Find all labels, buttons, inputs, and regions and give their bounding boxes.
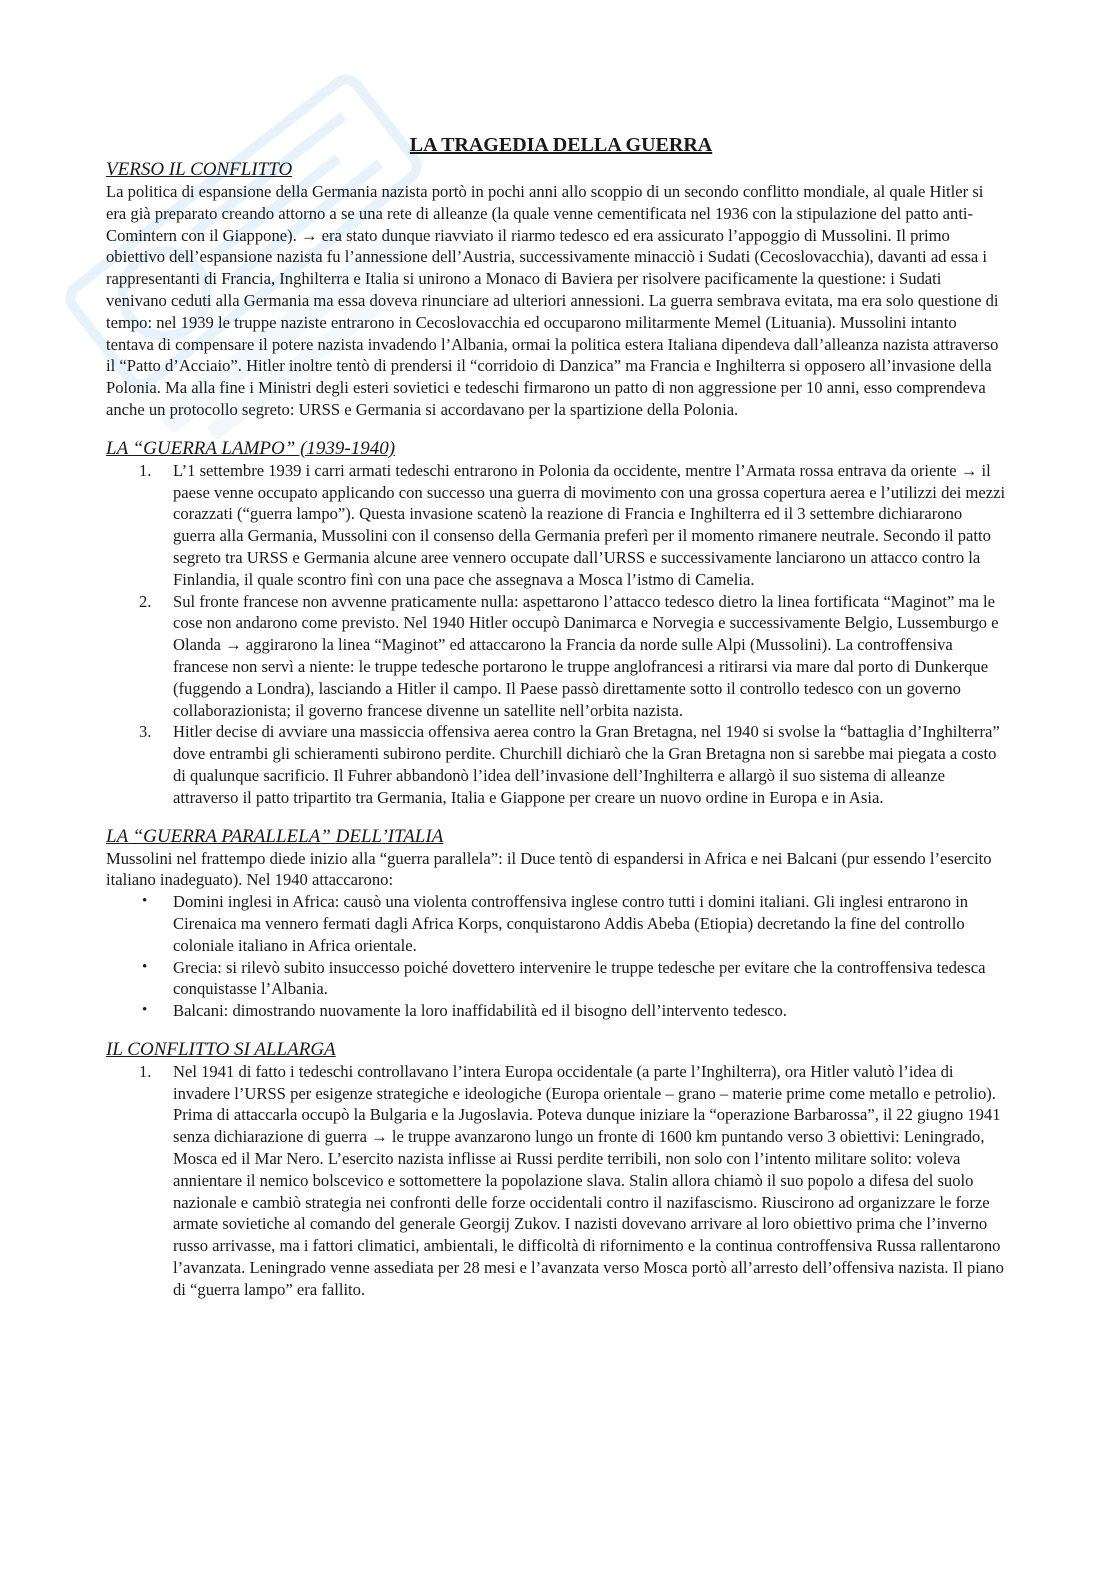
section-heading: VERSO IL CONFLITTO: [106, 159, 293, 180]
section-paragraph: La politica di espansione della Germania nazista portò in pochi anni allo scoppio di un secondo conflitto mondiale, al quale Hitler si era già preparato creando attorno a se una rete di alleanze (la quale venne cementificata nel 1936 con la stipulazione del patto anti-Comintern con il Giappone). → era stato dunque riavviato il riarmo tedesco ed era assicurato l’appoggio di Mussolini. Il primo obiettivo dell’espansione nazista fu l’annessione dell’Austria, successivamente minacciò i Sudati (Cecoslovacchia), davanti ad essa i rappresentanti di Francia, Inghilterra e Italia si unirono a Monaco di Baviera per risolvere pacificamente la questione: i Sudati venivano ceduti alla Germania ma essa doveva rinunciare ad ulteriori annessioni. La guerra sembrava evitata, ma era solo questione di tempo: nel 1939 le truppe naziste entrarono in Cecoslovacchia ed occuparono militarmente Memel (Lituania). Mussolini intanto tentava di compensare il potere nazista invadendo l’Albania, ormai la politica estera Italiana dipendeva dall’alleanza nazista attraverso il “Patto d’Acciaio”. Hitler inoltre tentò di prendersi il “corridoio di Danzica” ma Francia e Inghilterra si opposero all’invasione della Polonia. Ma alla fine i Ministri degli esteri sovietici e tedeschi firmarono un patto di non aggressione per 10 anni, esso comprendeva anche un protocollo segreto: URSS e Germania si accordavano per la spartizione della Polonia.: [106, 182, 999, 419]
numbered-list: [106, 1061, 1006, 1301]
list-item-text: Balcani: dimostrando nuovamente la loro inaffidabilità ed il bisogno dell’intervento tedesco.: [173, 1001, 787, 1021]
list-item-text: Hitler decise di avviare una massiccia offensiva aerea contro la Gran Bretagna, nel 1940 si svolse la “battaglia d’Inghilterra” dove entrambi gli schieramenti subirono perdite. Churchill dichiarò che la Gran Bretagna non si sarebbe mai piegata a costo di qualunque sacrificio. Il Fuhrer abbandonò l’idea dell’invasione dell’Inghilterra e allargò il suo sistema di alleanze attraverso il patto tripartito tra Germania, Italia e Giappone per creare un nuovo ordine in Europa e in Asia.: [173, 722, 1000, 807]
list-item-text: Sul fronte francese non avvenne praticamente nulla: aspettarono l’attacco tedesco dietro la linea fortificata “Maginot” ma le cose non andarono come previsto. Nel 1940 Hitler occupò Danimarca e Norvegia e successivamente Belgio, Lussemburgo e Olanda → aggirarono la linea “Maginot” ed attaccarono la Francia da norde sulle Alpi (Mussolini). La controffensiva francese non servì a niente: le truppe tedesche portarono le truppe anglofrancesi a ritirarsi via mare dal porto di Dunkerque (fuggendo a Londra), lasciando a Hitler il campo. Il Paese passò direttamente sotto il controllo tedesco con un governo collaborazionista; il governo francese divenne un satellite nell’orbita nazista.: [173, 591, 999, 720]
list-item-text: L’1 settembre 1939 i carri armati tedeschi entrarono in Polonia da occidente, mentre l’Armata rossa entrava da oriente → il paese venne occupato applicando con successo una guerra di movimento con una grossa copertura aerea e l’utilizzi dei mezzi corazzati (“guerra lampo”). Questa invasione scatenò la reazione di Francia e Inghilterra ed il 3 settembre dichiararono guerra alla Germania, Mussolini con il consenso della Germania preferì per il momento rimanere neutrale. Secondo il patto segreto tra URSS e Germania alcune aree vennero occupate dall’URSS e successivamente lanciarono un attacco contro la Finlandia, il quale scontro finì con una pace che assegnava a Mosca l’istmo di Camelia.: [173, 460, 1006, 589]
list-item-text: Domini inglesi in Africa: causò una violenta controffensiva inglese contro tutti i domini italiani. Gli inglesi entrarono in Cirenaica ma vennero fermati dagli Africa Korps, conquistarono Addis Abeba (Etiopia) decretando la fine del controllo coloniale italiano in Africa orientale.: [173, 892, 969, 955]
list-marker: 1.: [139, 460, 152, 480]
list-marker: •: [142, 958, 148, 975]
list-marker: 2.: [139, 591, 152, 611]
bullet-list: [106, 891, 1006, 1022]
list-marker: •: [142, 1002, 148, 1019]
list-item: [106, 891, 1006, 956]
document-title: LA TRAGEDIA DELLA GUERRA: [409, 134, 713, 156]
list-item: [106, 591, 1006, 722]
list-item: [106, 957, 1006, 1001]
section-heading: IL CONFLITTO SI ALLARGA: [106, 1038, 336, 1060]
numbered-list: [106, 460, 1006, 809]
list-item-text: Grecia: si rilevò subito insuccesso poiché dovettero intervenire le truppe tedesche per evitare che la controffensiva tedesca conquistasse l’Albania.: [173, 957, 986, 999]
list-item: [106, 460, 1006, 591]
list-marker: 3.: [139, 722, 152, 742]
list-item: [106, 1000, 1006, 1022]
section-heading: LA “GUERRA LAMPO” (1939-1940): [106, 437, 396, 459]
list-item-text: Nel 1941 di fatto i tedeschi controllavano l’intera Europa occidentale (a parte l’Inghilterra), ora Hitler valutò l’idea di invadere l’URSS per esigenze strategiche e ideologiche (Europa orientale – grano – materie prime come metallo e petrolio). Prima di attaccarla occupò la Bulgaria e la Jugoslavia. Poteva dunque iniziare la “operazione Barbarossa”, il 22 giugno 1941 senza dichiarazione di guerra → le truppe avanzarono lungo un fronte di 1600 km puntando verso 3 obiettivi: Leningrado, Mosca ed il Mar Nero. L’esercito nazista inflisse ai Russi perdite terribili, non solo con l’intento militare solito: voleva annientare il nemico bolscevico e sottomettere la popolazione slava. Stalin allora chiamò il suo popolo a difesa del suolo nazionale e cambiò strategia nei confronti delle forze occidentali contro il nazifascismo. Riuscirono ad organizzare le forze armate sovietiche al comando del generale Georgij Zukov. I nazisti dovevano arrivare al loro obiettivo prima che l’inverno russo arrivasse, ma i fattori climatici, ambientali, le difficoltà di rifornimento e la continua controffensiva Russa rallentarono l’avanzata. Leningrado venne assediata per 28 mesi e l’avanzata verso Mosca portò all’arresto dell’offensiva nazista. Il piano di “guerra lampo” era fallito.: [173, 1061, 1004, 1299]
list-item: [106, 1061, 1006, 1301]
document-page: [106, 131, 1006, 1301]
list-marker: •: [142, 893, 148, 910]
section-heading: LA “GUERRA PARALLELA” DELL’ITALIA: [106, 825, 444, 847]
list-item: [106, 721, 1006, 808]
section-paragraph: Mussolini nel frattempo diede inizio alla “guerra parallela”: il Duce tentò di espandersi in Africa e nei Balcani (pur essendo l’esercito italiano inadeguato). Nel 1940 attaccarono:: [106, 848, 992, 890]
list-marker: 1.: [139, 1061, 152, 1081]
